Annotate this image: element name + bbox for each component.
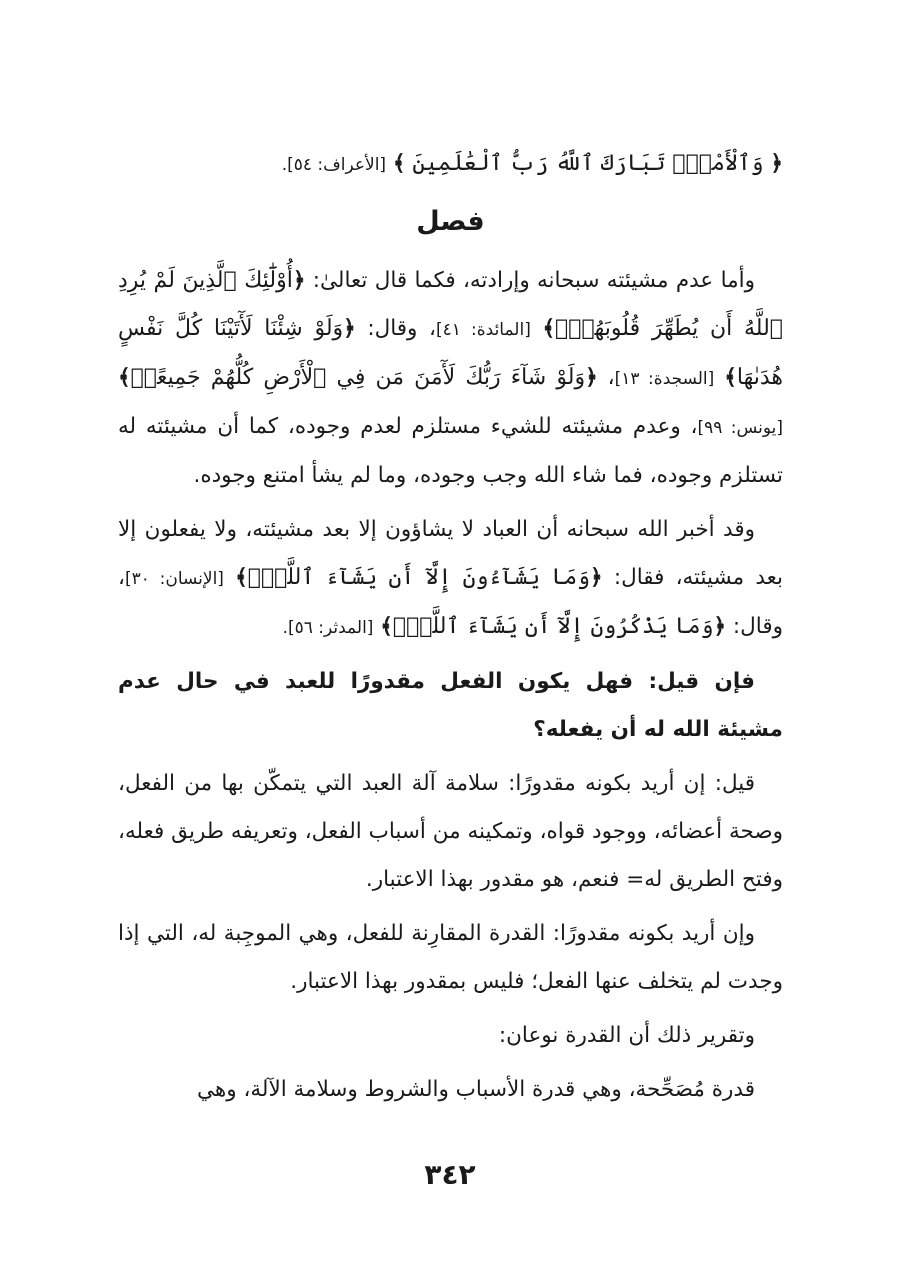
verse-close-bracket: ﴾ (542, 316, 556, 341)
section-heading: فصل (416, 206, 485, 237)
page-body (118, 140, 783, 1120)
verse-open-bracket: ﴿ (770, 151, 783, 176)
verse-reference: [المائدة: ٤١] (435, 320, 531, 340)
verse-close-bracket: ﴾ (392, 151, 406, 176)
page-number: ٣٤٢ (424, 1158, 476, 1191)
quran-verse: وَلَوْ شَآءَ رَبُّكَ لَأٓمَنَ مَن فِي ٱلْأَرْضِ كُلُّهُمْ جَمِيعًاۚ (130, 365, 586, 390)
quran-verse: وَٱلْأَمْرُۗ تَبَارَكَ ٱللَّهُ رَبُّ ٱلْعَٰلَمِينَ (412, 151, 764, 176)
verse-open-bracket: ﴿ (292, 268, 306, 293)
verse-reference: [الإنسان: ٣٠] (124, 569, 224, 589)
top-verse-line (118, 140, 783, 189)
verse-open-bracket: ﴿ (343, 316, 356, 341)
paragraph-text: ، (597, 365, 615, 390)
paragraph-6: وتقرير ذلك أن القدرة نوعان: (498, 1023, 755, 1048)
verse-reference: [الأعراف: ٥٤]. (281, 155, 387, 175)
paragraph-5: وإن أريد بكونه مقدورًا: القدرة المقارِنة للفعل، وهي الموجِبة له، التي إذا وجدت لم يتخلف عنها الفعل؛ فليس بمقدور بهذا الاعتبار. (118, 921, 783, 994)
verse-open-bracket: ﴿ (713, 614, 727, 639)
paragraph-2 (118, 506, 783, 652)
verse-reference: [يونس: ٩٩] (697, 418, 784, 438)
verse-close-bracket: ﴾ (235, 565, 248, 590)
paragraph-text: ، وعدم مشيئته للشيء مستلزم لعدم وجوده، كما أن مشيئته له تستلزم وجوده، فما شاء الله وجب وجوده، وما لم يشأ امتنع وجوده. (118, 414, 783, 488)
verse-close-bracket: ﴾ (380, 614, 393, 639)
quran-verse: وَمَا يَذْكُرُونَ إِلَّآ أَن يَشَآءَ ٱللَّهُۚ (392, 614, 714, 639)
verse-reference: [المدثر: ٥٦]. (282, 618, 374, 638)
paragraph-text: وأما عدم مشيئته سبحانه وإرادته، فكما قال تعالىٰ: (305, 268, 756, 293)
paragraph-3-question: فإن قيل: فهل يكون الفعل مقدورًا للعبد في حال عدم مشيئة الله له أن يفعله؟ (118, 669, 783, 742)
quran-verse: وَمَا يَشَآءُونَ إِلَّآ أَن يَشَآءَ ٱللَّهُۚ (247, 565, 591, 590)
verse-close-bracket: ﴾ (118, 365, 131, 390)
paragraph-1 (118, 257, 783, 500)
verse-close-bracket: ﴾ (724, 365, 737, 390)
paragraph-7: قدرة مُصَحِّحة، وهي قدرة الأسباب والشروط وسلامة الآلة، وهي (196, 1077, 755, 1102)
verse-reference: [السجدة: ١٣] (614, 369, 715, 389)
quran-verse: وَلَوْ شِئْنَا لَأٓتَيْنَا كُلَّ نَفْسٍ هُدَىٰهَا (118, 316, 784, 390)
verse-open-bracket: ﴿ (590, 565, 603, 590)
paragraph-text: ، وقال: (118, 565, 783, 639)
paragraph-text: ، وقال: (355, 316, 436, 341)
paragraph-4: قيل: إن أريد بكونه مقدورًا: سلامة آلة العبد التي يتمكّن بها من الفعل، وصحة أعضائه، ووجود قواه، وتمكينه من أسباب الفعل، وتعريفه طريق فعله، وفتح الطريق له= فنعم، هو مقدور بهذا الاعتبار. (118, 771, 783, 892)
quran-verse: أُوْلَٰٓئِكَ ٱلَّذِينَ لَمْ يُرِدِ ٱللَّهُ أَن يُطَهِّرَ قُلُوبَهُمْۚ (118, 268, 783, 341)
verse-open-bracket: ﴿ (585, 365, 598, 390)
paragraph-text: وقد أخبر الله سبحانه أن العباد لا يشاؤون إلا بعد مشيئته، ولا يفعلون إلا بعد مشيئته، فقال: (118, 517, 784, 590)
